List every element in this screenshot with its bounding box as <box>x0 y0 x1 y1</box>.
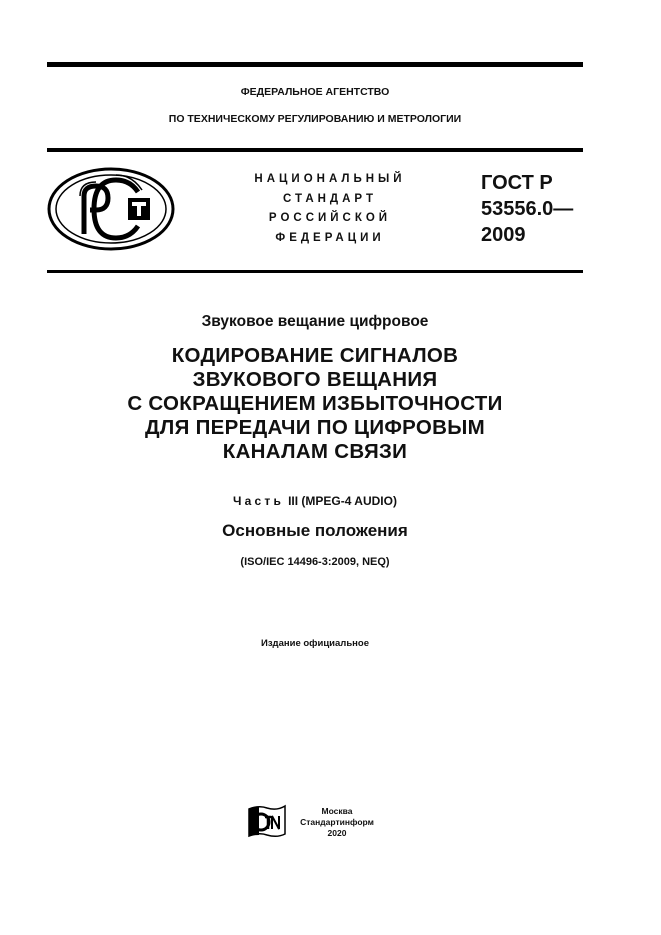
iso-reference: (ISO/IEC 14496-3:2009, NEQ) <box>240 556 390 568</box>
part-value: III (MPEG-4 AUDIO) <box>288 494 397 508</box>
gost-r-rst-logo-icon <box>46 166 176 252</box>
publisher-info <box>292 806 382 839</box>
main-title-line: С СОКРАЩЕНИЕМ ИЗБЫТОЧНОСТИ <box>127 392 503 415</box>
main-title-line: ДЛЯ ПЕРЕДАЧИ ПО ЦИФРОВЫМ <box>145 416 485 439</box>
designation-line: ГОСТ Р <box>481 172 553 194</box>
part-label: Часть <box>233 494 285 508</box>
national-line: РОССИЙСКОЙ <box>268 212 392 224</box>
publisher-city: Москва <box>321 806 353 816</box>
designation-line: 2009 <box>481 224 526 246</box>
national-line: НАЦИОНАЛЬНЫЙ <box>254 173 406 185</box>
main-title <box>0 344 630 464</box>
publication-year: 2020 <box>327 828 347 838</box>
standartinform-logo-icon <box>247 803 287 839</box>
edition-label: Издание официальное <box>261 638 369 649</box>
standard-designation <box>481 170 573 248</box>
top-rule <box>47 62 583 67</box>
main-title-line: КАНАЛАМ СВЯЗИ <box>222 440 408 463</box>
agency-name-line-1: ФЕДЕРАЛЬНОЕ АГЕНТСТВО <box>240 86 390 98</box>
subject-title: Звуковое вещание цифровое <box>201 313 429 330</box>
section-title: Основные положения <box>222 521 408 540</box>
standard-block-bottom-rule <box>47 270 583 273</box>
agency-name-line-2: ПО ТЕХНИЧЕСКОМУ РЕГУЛИРОВАНИЮ И МЕТРОЛОГИИ <box>168 113 462 125</box>
publisher-name: Стандартинформ <box>300 817 374 827</box>
main-title-line: КОДИРОВАНИЕ СИГНАЛОВ <box>171 344 459 367</box>
part-line <box>0 494 630 508</box>
main-title-line: ЗВУКОВОГО ВЕЩАНИЯ <box>192 368 438 391</box>
header-bottom-rule <box>47 148 583 152</box>
national-line: СТАНДАРТ <box>283 192 377 205</box>
national-line: ФЕДЕРАЦИИ <box>275 231 385 244</box>
national-standard-label <box>232 170 428 248</box>
designation-line: 53556.0— <box>481 198 574 220</box>
